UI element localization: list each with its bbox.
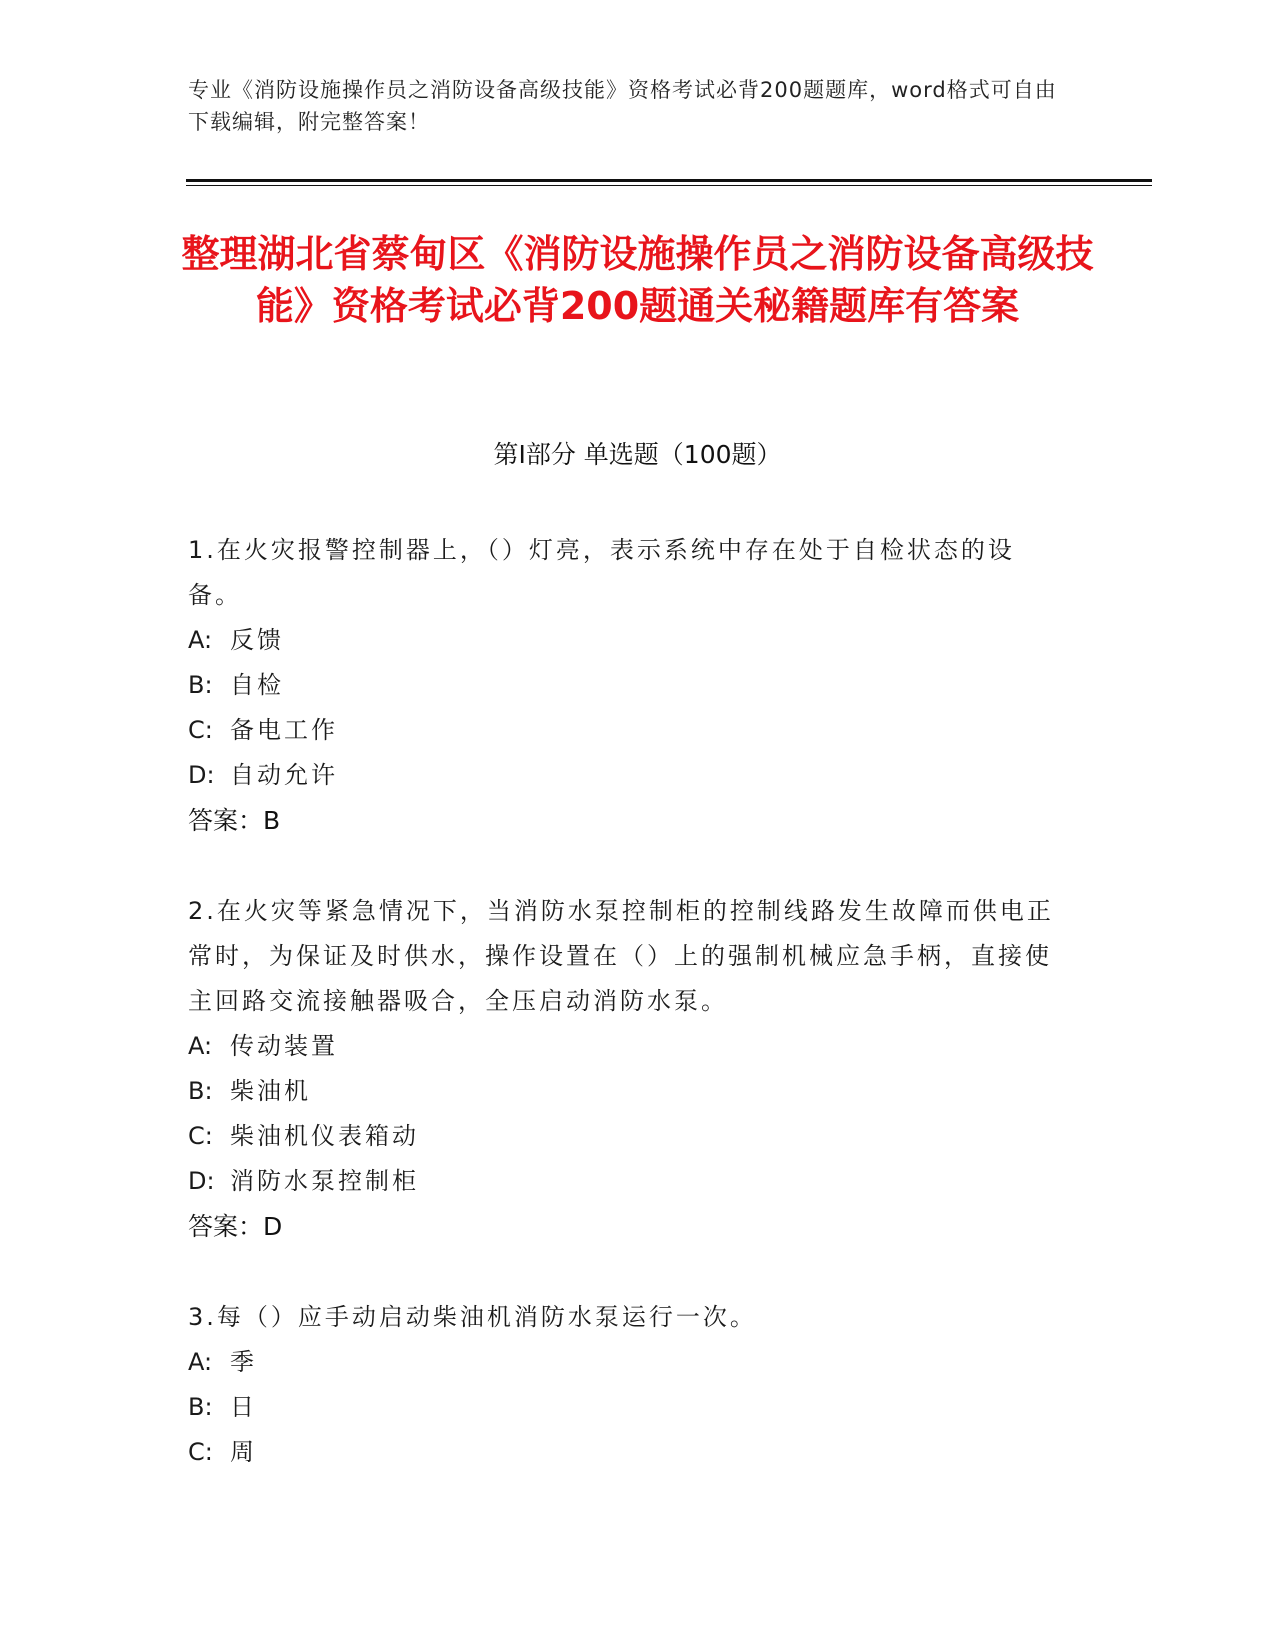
option-b: B: 日 <box>188 1393 257 1421</box>
question-stem: 3.每（）应手动启动柴油机消防水泵运行一次。 <box>188 1303 757 1331</box>
answer-line: 答案：D <box>188 1212 283 1241</box>
option-c: C: 备电工作 <box>188 716 338 744</box>
question-stem: 2.在火灾等紧急情况下，当消防水泵控制柜的控制线路发生故障而供电正常时，为保证及时供水，操作设置在（）上的强制机械应急手柄，直接使主回路交流接触器吸合，全压启动消防水泵。 <box>188 897 1054 1015</box>
question-1 <box>188 528 1068 843</box>
option-c: C: 周 <box>188 1438 257 1466</box>
question-list <box>188 528 1068 1521</box>
option-d: D: 自动允许 <box>188 761 338 789</box>
header-note: 专业《消防设施操作员之消防设备高级技能》资格考试必背200题题库，word格式可自由下载编辑，附完整答案！ <box>188 78 1057 134</box>
question-stem: 1.在火灾报警控制器上，（）灯亮，表示系统中存在处于自检状态的设备。 <box>188 536 1015 609</box>
option-a: A: 传动装置 <box>188 1032 338 1060</box>
option-a: A: 季 <box>188 1348 257 1376</box>
option-d: D: 消防水泵控制柜 <box>188 1167 419 1195</box>
question-3 <box>188 1295 1068 1475</box>
option-c: C: 柴油机仪表箱动 <box>188 1122 419 1150</box>
document-title: 整理湖北省蔡甸区《消防设施操作员之消防设备高级技能》资格考试必背200题通关秘籍题库有答案 <box>181 232 1094 328</box>
answer-line: 答案：B <box>188 806 281 835</box>
header-rule-thin <box>186 185 1152 186</box>
header-rule-thick <box>186 179 1152 182</box>
section-title: 第I部分 单选题（100题） <box>493 440 782 469</box>
question-2 <box>188 889 1068 1249</box>
option-b: B: 自检 <box>188 671 284 699</box>
option-a: A: 反馈 <box>188 626 284 654</box>
option-b: B: 柴油机 <box>188 1077 311 1105</box>
